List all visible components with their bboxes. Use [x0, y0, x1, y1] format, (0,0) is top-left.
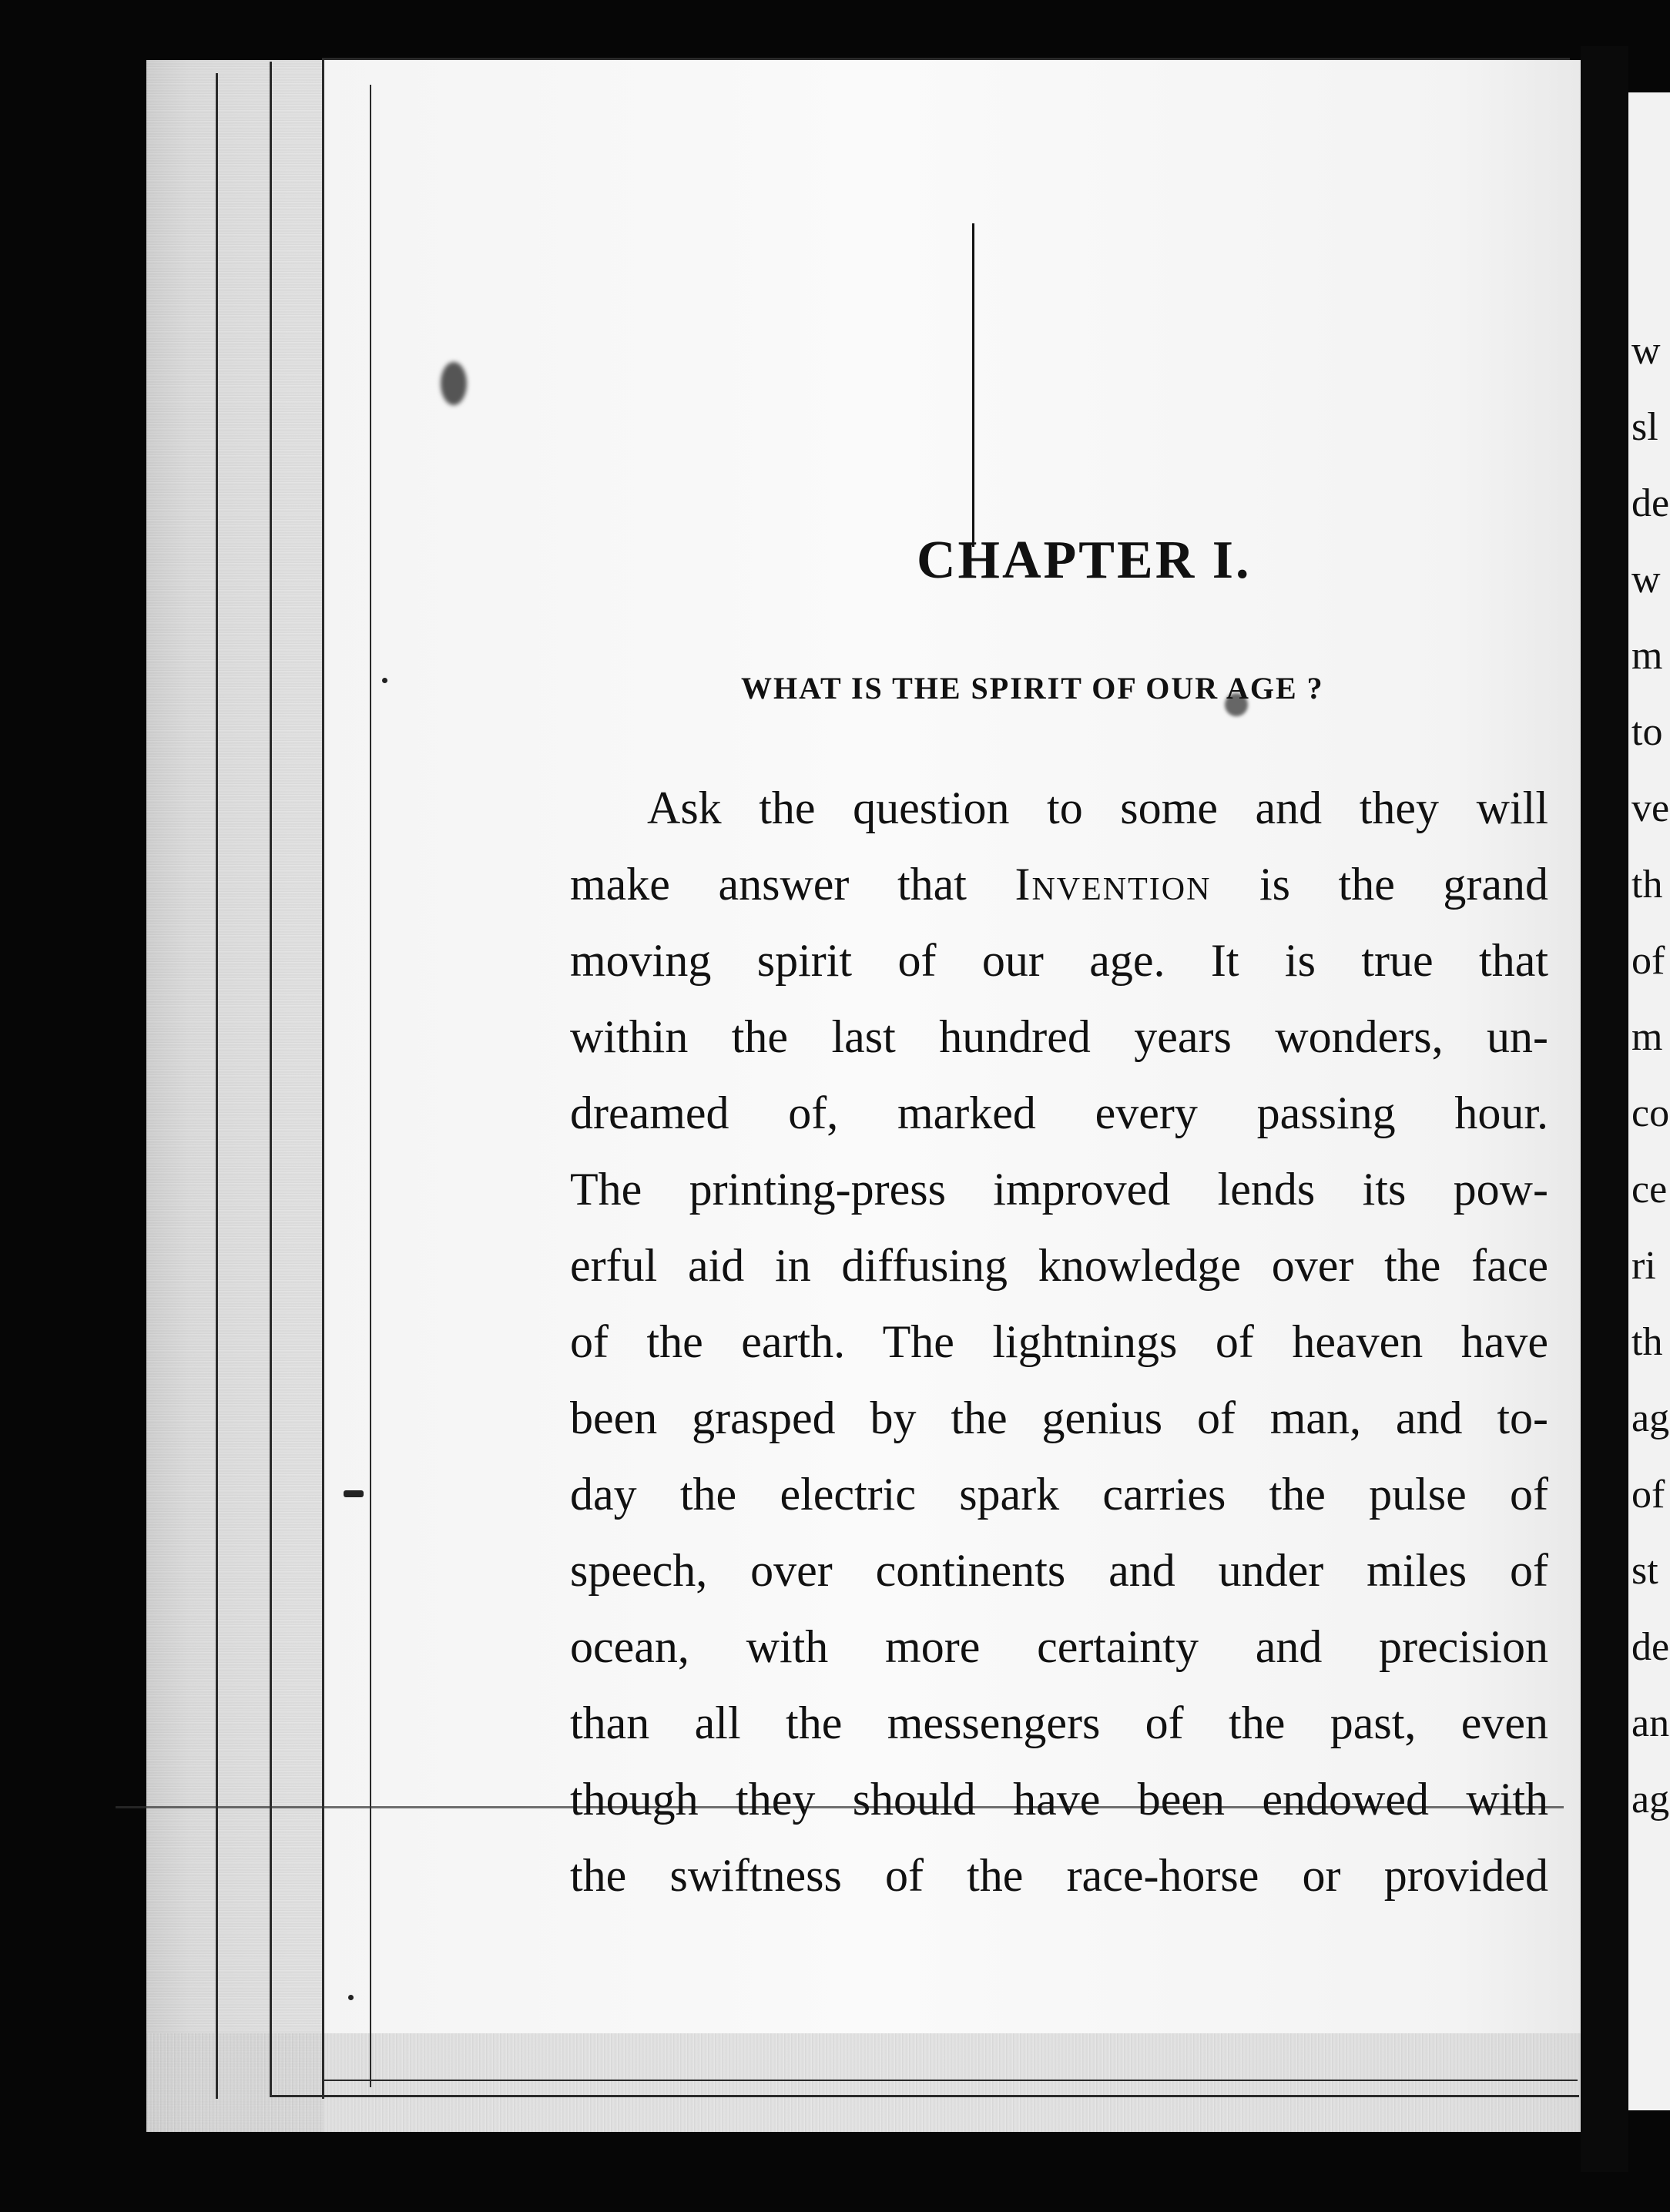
adjacent-page-fragment: st — [1631, 1549, 1658, 1593]
text-run: day the electric spark carries the pulse of — [570, 1469, 1548, 1520]
text-run: The printing-press improved lends its pow- — [570, 1164, 1548, 1215]
body-text — [570, 770, 1548, 1914]
text-line — [570, 1609, 1548, 1685]
adjacent-page-fragment: th — [1631, 1320, 1663, 1364]
text-line — [570, 1761, 1548, 1838]
adjacent-page-fragment: m — [1631, 634, 1663, 678]
text-run: ocean, with more certainty and precision — [570, 1621, 1548, 1672]
text-run: is the grand — [1211, 859, 1549, 910]
page-edge-line — [270, 62, 272, 2095]
page-edge-line — [322, 58, 324, 2099]
text-run: the swiftness of the race-horse or provided — [570, 1850, 1548, 1901]
scratch-mark — [972, 223, 974, 547]
book-gutter — [1581, 46, 1628, 2172]
adjacent-page-fragment: ce — [1631, 1168, 1668, 1212]
text-line — [570, 1075, 1548, 1151]
text-run: dreamed of, marked every passing hour. — [570, 1088, 1548, 1138]
text-run: speech, over continents and under miles of — [570, 1545, 1548, 1596]
text-run: than all the messengers of the past, even — [570, 1698, 1548, 1748]
adjacent-page-fragment: of — [1631, 1473, 1665, 1517]
text-line — [570, 1228, 1548, 1304]
text-run: though they should have been endowed with — [570, 1774, 1548, 1825]
adjacent-page-fragment: ag — [1631, 1396, 1670, 1440]
text-run: make answer that — [570, 859, 1015, 910]
text-line — [570, 1456, 1548, 1533]
adjacent-page-fragment: w — [1631, 329, 1661, 373]
ink-speck — [344, 1490, 364, 1497]
page-edge-line — [322, 58, 1570, 60]
adjacent-page-fragment: to — [1631, 710, 1663, 754]
adjacent-page-fragment: de — [1631, 481, 1670, 525]
small-caps-word: Invention — [1014, 859, 1212, 910]
page-edge-line — [216, 73, 218, 2099]
ink-speck — [441, 362, 467, 405]
text-line — [570, 1151, 1548, 1228]
adjacent-page-fragment: ri — [1631, 1244, 1656, 1288]
text-run: moving spirit of our age. It is true that — [570, 935, 1548, 986]
text-line — [570, 999, 1548, 1075]
adjacent-page-fragment: an — [1631, 1701, 1670, 1745]
adjacent-page-fragment: co — [1631, 1091, 1670, 1135]
page-bottom-edge — [146, 2033, 1610, 2132]
adjacent-page-fragment: w — [1631, 558, 1661, 602]
text-run: been grasped by the genius of man, and to- — [570, 1393, 1548, 1443]
text-line — [570, 770, 1548, 846]
text-line — [570, 1838, 1548, 1914]
ink-speck — [348, 1995, 354, 2000]
page-edge-line — [370, 85, 371, 2087]
adjacent-page-fragment: th — [1631, 863, 1663, 907]
adjacent-page-fragment: m — [1631, 1015, 1663, 1059]
page-edge-stack — [146, 60, 324, 2132]
text-line — [570, 1304, 1548, 1380]
ink-speck — [382, 678, 387, 683]
adjacent-page-fragment: ve — [1631, 786, 1670, 830]
text-line — [570, 846, 1548, 923]
adjacent-page-fragment: de — [1631, 1625, 1670, 1669]
adjacent-page-fragment: of — [1631, 939, 1665, 983]
page-edge-line — [270, 2095, 1579, 2097]
text-run: erful aid in diffusing knowledge over the face — [570, 1240, 1548, 1291]
text-line — [570, 1533, 1548, 1609]
page-edge-line — [322, 2080, 1578, 2081]
text-line — [570, 923, 1548, 999]
chapter-subtitle: WHAT IS THE SPIRIT OF OUR AGE ? — [741, 671, 1324, 705]
text-run: of the earth. The lightnings of heaven have — [570, 1316, 1548, 1367]
adjacent-page-fragment: ag — [1631, 1778, 1670, 1822]
text-run: within the last hundred years wonders, un- — [570, 1011, 1548, 1062]
adjacent-page-sliver — [1628, 92, 1670, 2110]
text-line — [570, 1380, 1548, 1456]
chapter-title: CHAPTER I. — [917, 531, 1252, 590]
text-line — [570, 1685, 1548, 1761]
adjacent-page-fragment: sl — [1631, 405, 1658, 449]
text-run: Ask the question to some and they will — [647, 783, 1548, 833]
